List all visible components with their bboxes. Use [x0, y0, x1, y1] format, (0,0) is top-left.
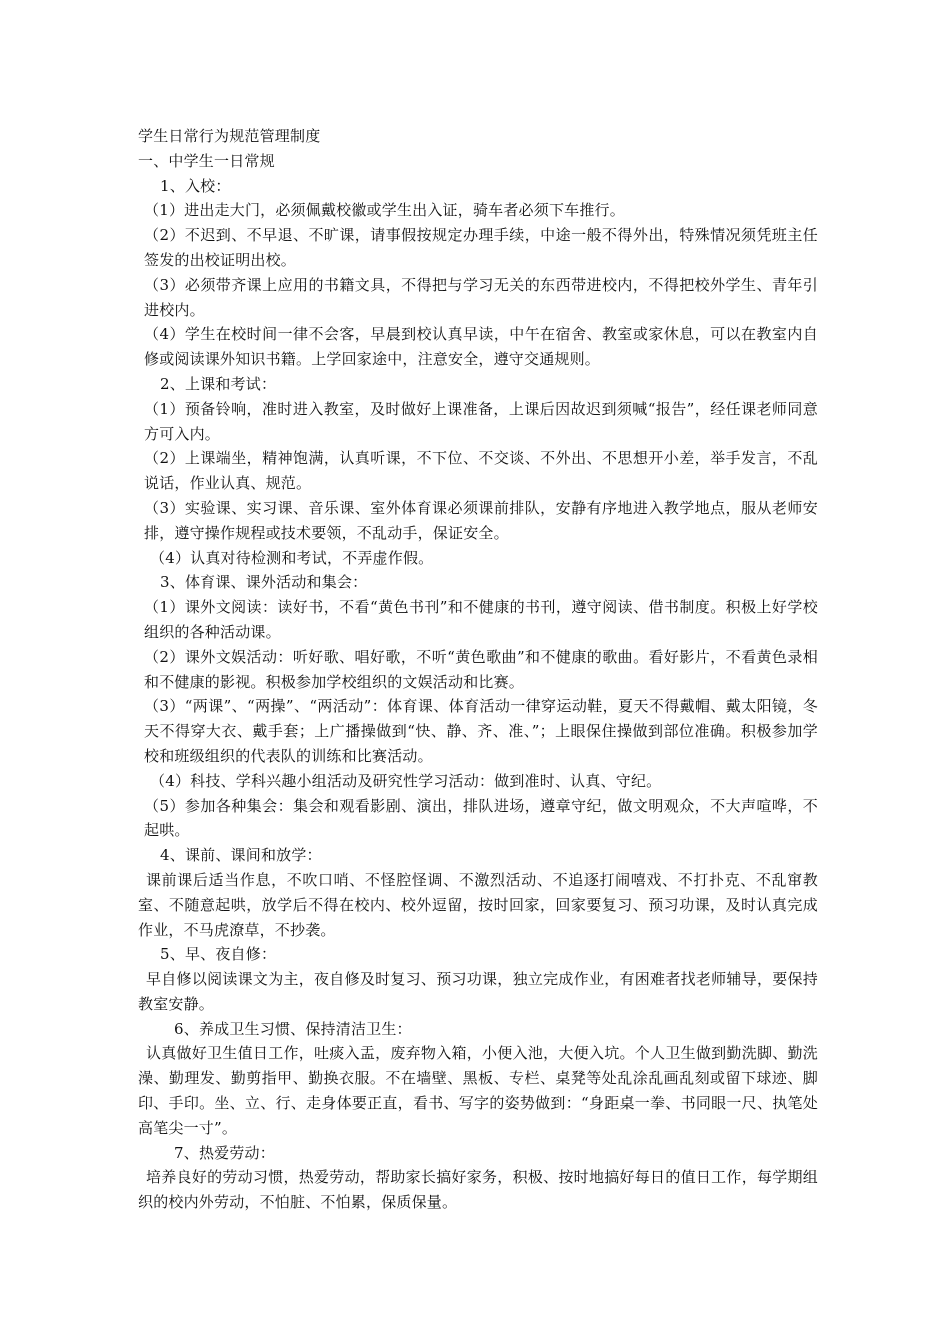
rule-item: （4）认真对待检测和考试，不弄虚作假。: [150, 548, 434, 567]
rule-paragraph: 培养良好的劳动习惯，热爱劳动，帮助家长搞好家务，积极、按时地搞好每日的值日工作，每学期组织的校内外劳动，不怕脏、不怕累，保质保量。: [138, 1168, 818, 1212]
subsection-heading-entry: 1、入校：: [160, 176, 231, 195]
rule-item: （1）预备铃响，准时进入教室，及时做好上课准备，上课后因故迟到须喊“报告”，经任课老师同意方可入内。: [144, 399, 818, 443]
subsection-heading-breaks: 4、课前、课间和放学：: [160, 846, 322, 865]
document-title: 学生日常行为规范管理制度: [138, 127, 321, 145]
rule-paragraph: 认真做好卫生值日工作，吐痰入盂，废弃物入箱，小便入池，大便入坑。个人卫生做到勤洗脚、勤洗澡、勤理发、勤剪指甲、勤换衣服。不在墙壁、黑板、专栏、桌凳等处乱涂乱画乱刻或留下球迹、脚印、手印。坐、立、行、走身体要正直，看书、写字的姿势做到：“身距桌一拳、书同眼一尺、执笔处高笔尖一寸”。: [138, 1044, 818, 1137]
rule-item: （2）不迟到、不早退、不旷课，请事假按规定办理手续，中途一般不得外出，特殊情况须凭班主任签发的出校证明出校。: [144, 226, 818, 269]
subsection-heading-hygiene: 6、养成卫生习惯、保持清洁卫生：: [174, 1019, 412, 1038]
subsection-heading-class: 2、上课和考试：: [160, 374, 277, 393]
rule-paragraph: 早自修以阅读课文为主，夜自修及时复习、预习功课，独立完成作业，有困难者找老师辅导，要保持教室安静。: [138, 970, 818, 1013]
document-body: [138, 124, 818, 1215]
subsection-heading-selfstudy: 5、早、夜自修：: [160, 945, 277, 964]
rule-item: （5）参加各种集会：集会和观看影剧、演出，排队进场，遵章守纪，做文明观众，不大声喧哗，不起哄。: [144, 796, 818, 840]
subsection-heading-labor: 7、热爱劳动：: [174, 1143, 275, 1162]
rule-item: （2）课外文娱活动：听好歌、唱好歌，不听“黄色歌曲”和不健康的歌曲。看好影片，不看黄色录相和不健康的影视。积极参加学校组织的文娱活动和比赛。: [144, 647, 818, 691]
rule-item: （2）上课端坐，精神饱满，认真听课，不下位、不交谈、不外出、不思想开小差，举手发言，不乱说话，作业认真、规范。: [144, 449, 818, 493]
section-heading: 一、中学生一日常规: [138, 151, 275, 170]
rule-item: （1）课外文阅读：读好书，不看“黄色书刊”和不健康的书刊，遵守阅读、借书制度。积极上好学校组织的各种活动课。: [144, 598, 818, 641]
rule-paragraph: 课前课后适当作息，不吹口哨、不怪腔怪调、不激烈活动、不追逐打闹嘻戏、不打扑克、不乱窜教室、不随意起哄，放学后不得在校内、校外逗留，按时回家，回家要复习、预习功课，及时认真完成作业，不马虎潦草，不抄袭。: [138, 870, 818, 939]
rule-item: （1）进出走大门，必须佩戴校徽或学生出入证，骑车者必须下车推行。: [144, 201, 625, 220]
rule-item: （4）学生在校时间一律不会客，早晨到校认真早读，中午在宿舍、教室或家休息，可以在教室内自修或阅读课外知识书籍。上学回家途中，注意安全，遵守交通规则。: [144, 325, 818, 369]
rule-item: （3）实验课、实习课、音乐课、室外体育课必须课前排队，安静有序地进入教学地点，服从老师安排，遵守操作规程或技术要领，不乱动手，保证安全。: [144, 498, 818, 542]
rule-item: （4）科技、学科兴趣小组活动及研究性学习活动：做到准时、认真、守纪。: [150, 771, 662, 790]
rule-item: （3）“两课”、“两操”、“两活动”：体育课、体育活动一律穿运动鞋，夏天不得戴帽、戴太阳镜，冬天不得穿大衣、戴手套；上广播操做到“快、静、齐、准、”；上眼保住操做到部位准确。积极参加学校和班级组织的代表队的训练和比赛活动。: [144, 697, 818, 765]
rule-item: （3）必须带齐课上应用的书籍文具，不得把与学习无关的东西带进校内，不得把校外学生、青年引进校内。: [144, 275, 818, 319]
subsection-heading-activities: 3、体育课、课外活动和集会：: [160, 573, 368, 592]
